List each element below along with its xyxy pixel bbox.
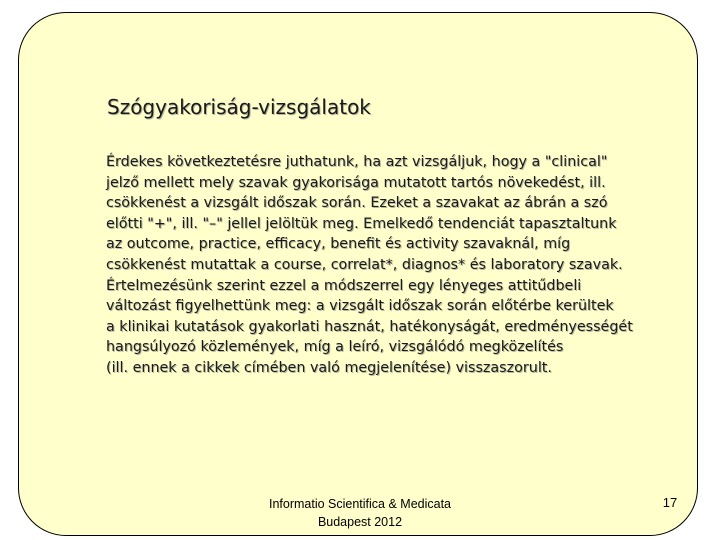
body-line: előtti "+", ill. "–" jellel jelöltük meg. Emelkedő tendenciát tapasztaltunk: [106, 215, 617, 232]
body-line: Értelmezésünk szerint ezzel a módszerrel egy lényeges attitűdbeli: [106, 277, 582, 294]
page-number: 17: [662, 495, 678, 510]
body-line: a klinikai kutatások gyakorlati hasznát, hatékonyságát, eredményességét: [106, 318, 633, 335]
body-line: csökkenést a vizsgált időszak során. Ezeket a szavakat az ábrán a szó: [106, 195, 608, 212]
slide-footer: [230, 495, 490, 531]
body-line: változást figyelhettünk meg: a vizsgált időszak során előtérbe kerültek: [106, 298, 614, 315]
body-line: jelző mellett mely szavak gyakorisága mutatott tartós növekedést, ill.: [106, 174, 606, 191]
body-line: hangsúlyozó közlemények, míg a leíró, vizsgálódó megközelítés: [106, 339, 564, 356]
footer-organization: Informatio Scientifica & Medicata: [268, 497, 452, 511]
body-line: Érdekes következtetésre juthatunk, ha azt vizsgáljuk, hogy a "clinical": [106, 154, 608, 170]
slide-body: [106, 152, 696, 379]
body-line: (ill. ennek a cikkek címében való megjelenítése) visszaszorult.: [106, 359, 552, 376]
body-line: az outcome, practice, efficacy, benefit és activity szavaknál, míg: [106, 236, 571, 253]
body-line: csökkenést mutattak a course, correlat*, diagnos* és laboratory szavak.: [106, 256, 623, 273]
slide-title: Szógyakoriság-vizsgálatok: [107, 95, 371, 119]
footer-location-year: Budapest 2012: [317, 515, 403, 529]
